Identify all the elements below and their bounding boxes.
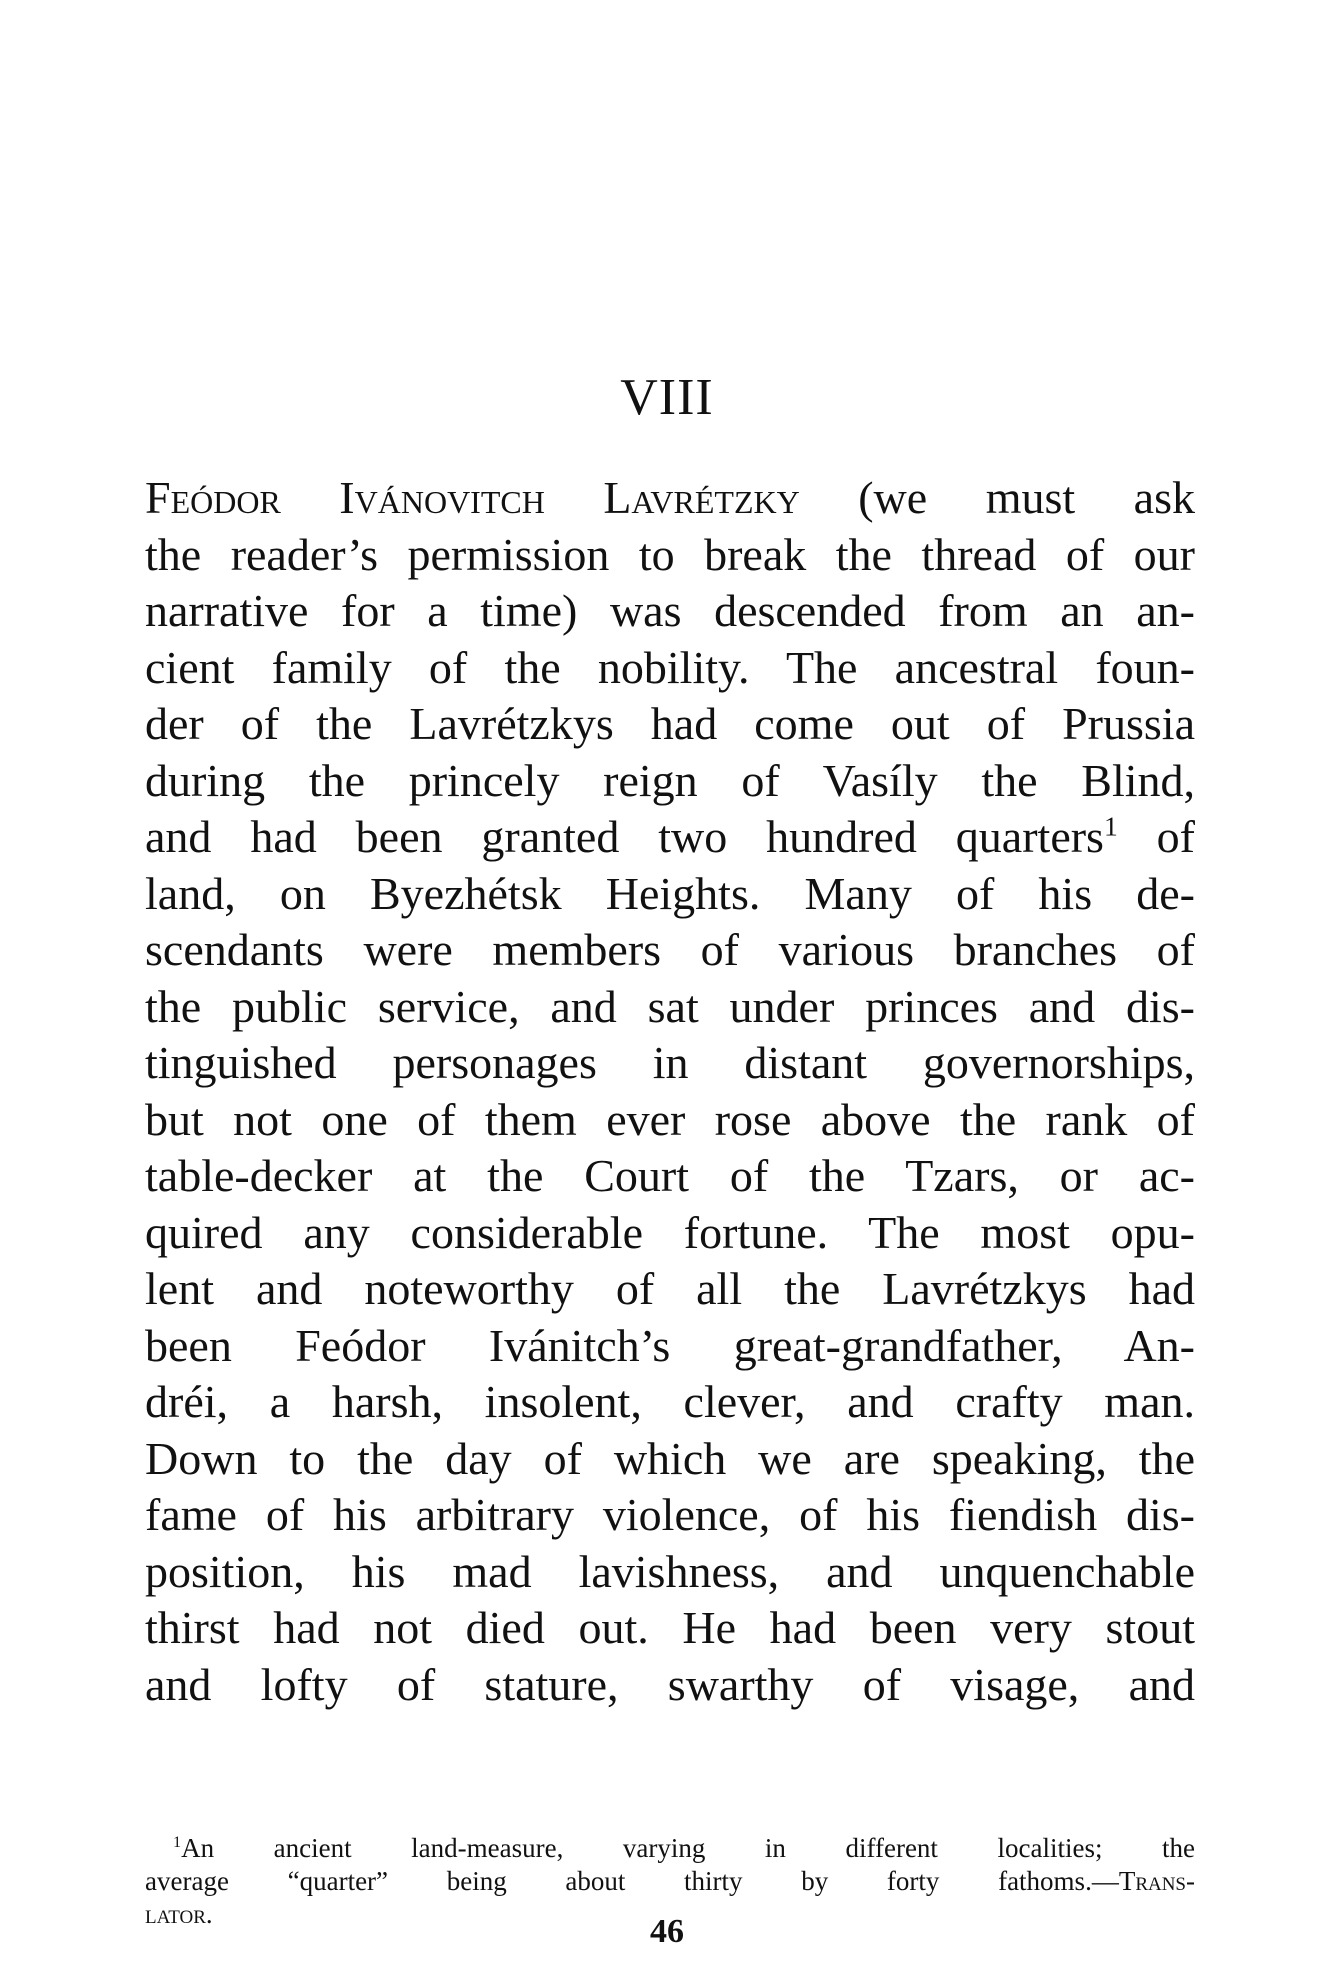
body-text [145,470,1195,1713]
footnote-line [145,1865,1195,1898]
text-line: quired any considerable fortune. The most opu- [145,1206,1195,1258]
text-line: and lofty of stature, swarthy of visage, and [145,1658,1195,1710]
text-line: thirst had not died out. He had been very stout [145,1602,1195,1653]
footnote-line [145,1832,1195,1865]
text-line: fame of his arbitrary violence, of his fiendish dis- [145,1489,1195,1540]
text-line: the reader’s permission to break the thread of our [145,528,1195,580]
text-line: cient family of the nobility. The ancestral foun- [145,641,1195,693]
text-line: dréi, a harsh, insolent, clever, and crafty man. [145,1376,1195,1427]
text-line: lent and noteworthy of all the Lavrétzkys had [145,1263,1195,1314]
text-line [145,809,1195,866]
text-line: during the princely reign of Vasíly the Blind, [145,754,1195,806]
chapter-heading: VIII [620,369,714,426]
text-line: der of the Lavrétzkys had come out of Prussia [145,698,1195,749]
text-line: tinguished personages in distant governorships, [145,1037,1195,1088]
text-line: been Feódor Ivánitch’s great-grandfather, An- [145,1319,1195,1371]
translator-credit: Trans- [1118,1866,1195,1896]
text-line: table-decker at the Court of the Tzars, or ac- [145,1150,1195,1201]
page-number: 46 [650,1913,684,1950]
text-line: scendants were members of various branches of [145,924,1195,975]
text-line: land, on Byezhétsk Heights. Many of his de- [145,867,1195,919]
footnote-marker: 1 [173,1833,182,1851]
text-fragment: (we must ask [799,472,1195,523]
footnote-text: An ancient land-measure, varying in different localities; the [181,1833,1195,1863]
text-fragment: and had been granted two hundred quarters [145,811,1104,862]
name-small-caps: Feódor Ivánovitch Lavrétzky [145,472,800,523]
text-line: the public service, and sat under princes and dis- [145,980,1195,1032]
text-line [145,470,1195,527]
text-fragment: of [1117,811,1195,862]
text-line: position, his mad lavishness, and unquenchable [145,1545,1195,1597]
footnote-reference: 1 [1103,810,1118,842]
footnote-text: average “quarter” being about thirty by forty fathoms.— [145,1866,1119,1896]
translator-credit: lator. [145,1899,213,1929]
text-line: but not one of them ever rose above the rank of [145,1093,1195,1145]
text-line: narrative for a time) was descended from an an- [145,585,1195,636]
text-line: Down to the day of which we are speaking, the [145,1432,1195,1484]
